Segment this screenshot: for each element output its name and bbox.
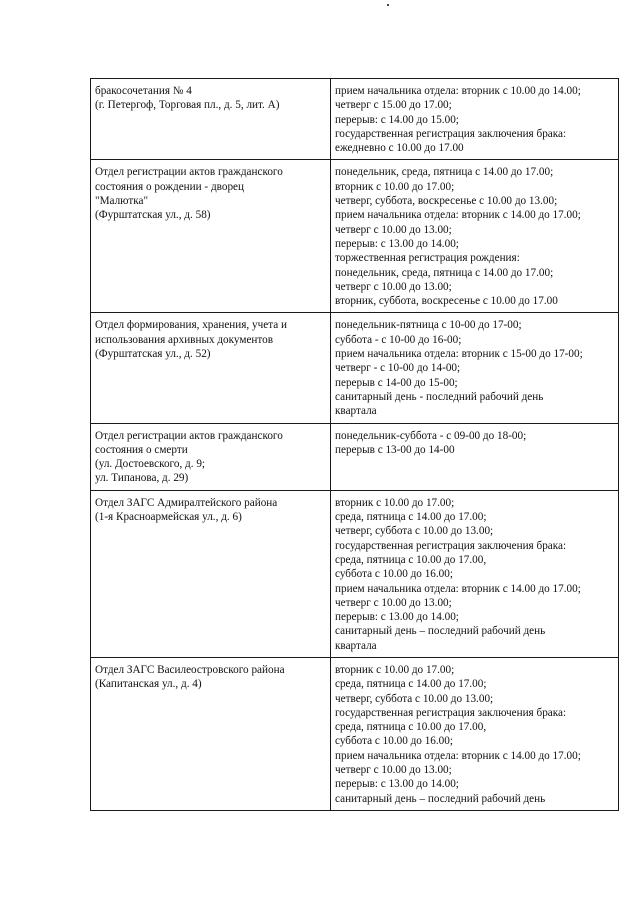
hours-line: суббота с 10.00 до 16.00; — [335, 735, 453, 748]
office-address-line: (Фурштатская ул., д. 58) — [95, 209, 211, 222]
office-address-line: (ул. Достоевского, д. 9; — [95, 458, 206, 471]
hours-line: четверг с 10.00 до 13.00; — [335, 764, 452, 777]
hours-line: четверг с 10.00 до 13.00; — [335, 223, 452, 236]
office-address-line: ул. Типанова, д. 29) — [95, 472, 189, 485]
office-name-cell — [91, 423, 331, 490]
table-row — [91, 490, 619, 657]
office-hours-cell — [331, 79, 619, 160]
office-name-cell — [91, 657, 331, 810]
office-name-line: Отдел регистрации актов гражданского — [95, 429, 283, 442]
hours-line: среда, пятница с 10.00 до 17.00, — [335, 553, 487, 566]
hours-line: вторник с 10.00 до 17.00; — [335, 180, 455, 193]
office-address-line: (Фурштатская ул., д. 52) — [95, 348, 211, 361]
office-name-cell — [91, 79, 331, 160]
hours-line: вторник с 10.00 до 17.00; — [335, 663, 455, 676]
hours-line: перерыв с 14-00 до 15-00; — [335, 376, 458, 389]
office-name-cell — [91, 313, 331, 423]
hours-line: перерыв: с 14.00 до 15.00; — [335, 113, 459, 126]
scan-speck — [387, 4, 389, 6]
table-row — [91, 313, 619, 423]
hours-line: суббота - с 10-00 до 16-00; — [335, 333, 462, 346]
hours-line: суббота с 10.00 до 16.00; — [335, 568, 453, 581]
table-row — [91, 423, 619, 490]
office-hours-cell — [331, 313, 619, 423]
office-address-line: (Капитанская ул., д. 4) — [95, 678, 202, 691]
table-row — [91, 657, 619, 810]
hours-line: ежедневно с 10.00 до 17.00 — [335, 142, 464, 155]
office-name-cell — [91, 160, 331, 313]
hours-line: вторник с 10.00 до 17.00; — [335, 496, 455, 509]
office-hours-cell — [331, 423, 619, 490]
office-name-line: Отдел формирования, хранения, учета и — [95, 319, 287, 332]
hours-line: понедельник-пятница с 10-00 до 17-00; — [335, 319, 522, 332]
office-name-line: состояния о смерти — [95, 443, 188, 456]
hours-line: понедельник-суббота - с 09-00 до 18-00; — [335, 429, 527, 442]
office-hours-cell — [331, 490, 619, 657]
office-hours-cell — [331, 160, 619, 313]
hours-line: государственная регистрация заключения брака: — [335, 706, 567, 719]
office-hours-cell — [331, 657, 619, 810]
office-name-line: состояния о рождении - дворец — [95, 180, 244, 193]
hours-line: вторник, суббота, воскресенье с 10.00 до 17.00 — [335, 295, 558, 308]
hours-line: среда, пятница с 14.00 до 17.00; — [335, 511, 487, 524]
office-name-line: Отдел ЗАГС Василеостровского района — [95, 663, 285, 676]
hours-line: санитарный день - последний рабочий день — [335, 390, 544, 403]
hours-line: прием начальника отдела: вторник с 10.00 до 14.00; — [335, 85, 581, 97]
table-row — [91, 79, 619, 160]
hours-line: прием начальника отдела: вторник с 14.00 до 17.00; — [335, 749, 581, 762]
office-address-line: (г. Петергоф, Торговая пл., д. 5, лит. А) — [95, 99, 280, 112]
hours-line: торжественная регистрация рождения: — [335, 252, 520, 265]
hours-line: квартала — [335, 639, 377, 652]
hours-line: перерыв с 13-00 до 14-00 — [335, 443, 455, 456]
registry-office-schedule-table — [90, 78, 619, 811]
hours-line: прием начальника отдела: вторник с 15-00 до 17-00; — [335, 348, 583, 361]
office-name-line: Отдел регистрации актов гражданского — [95, 166, 283, 179]
hours-line: понедельник, среда, пятница с 14.00 до 17.00; — [335, 166, 554, 179]
hours-line: государственная регистрация заключения брака: — [335, 127, 567, 140]
hours-line: среда, пятница с 10.00 до 17.00, — [335, 721, 487, 734]
hours-line: перерыв: с 13.00 до 14.00; — [335, 778, 459, 791]
hours-line: четверг, суббота с 10.00 до 13.00; — [335, 692, 494, 705]
hours-line: понедельник, среда, пятница с 14.00 до 17.00; — [335, 266, 554, 279]
hours-line: государственная регистрация заключения брака: — [335, 539, 567, 552]
office-address-line: (1-я Красноармейская ул., д. 6) — [95, 511, 242, 524]
hours-line: санитарный день – последний рабочий день — [335, 625, 546, 638]
hours-line: четверг с 10.00 до 13.00; — [335, 596, 452, 609]
hours-line: среда, пятница с 14.00 до 17.00; — [335, 678, 487, 691]
hours-line: четверг с 15.00 до 17.00; — [335, 99, 452, 112]
hours-line: прием начальника отдела: вторник с 14.00 до 17.00; — [335, 582, 581, 595]
hours-line: перерыв: с 13.00 до 14.00; — [335, 237, 459, 250]
hours-line: четверг с 10.00 до 13.00; — [335, 280, 452, 293]
hours-line: квартала — [335, 405, 377, 418]
office-name-line: "Малютка" — [95, 195, 149, 208]
hours-line: четверг - с 10-00 до 14-00; — [335, 362, 461, 375]
hours-line: прием начальника отдела: вторник с 14.00 до 17.00; — [335, 209, 581, 222]
office-name-line: использования архивных документов — [95, 333, 274, 346]
table-row — [91, 160, 619, 313]
hours-line: санитарный день – последний рабочий день — [335, 792, 546, 805]
office-name-line: бракосочетания № 4 — [95, 85, 192, 97]
hours-line: перерыв: с 13.00 до 14.00; — [335, 611, 459, 624]
office-name-line: Отдел ЗАГС Адмиралтейского района — [95, 496, 278, 509]
hours-line: четверг, суббота с 10.00 до 13.00; — [335, 525, 494, 538]
hours-line: четверг, суббота, воскресенье с 10.00 до 13.00; — [335, 195, 558, 208]
office-name-cell — [91, 490, 331, 657]
